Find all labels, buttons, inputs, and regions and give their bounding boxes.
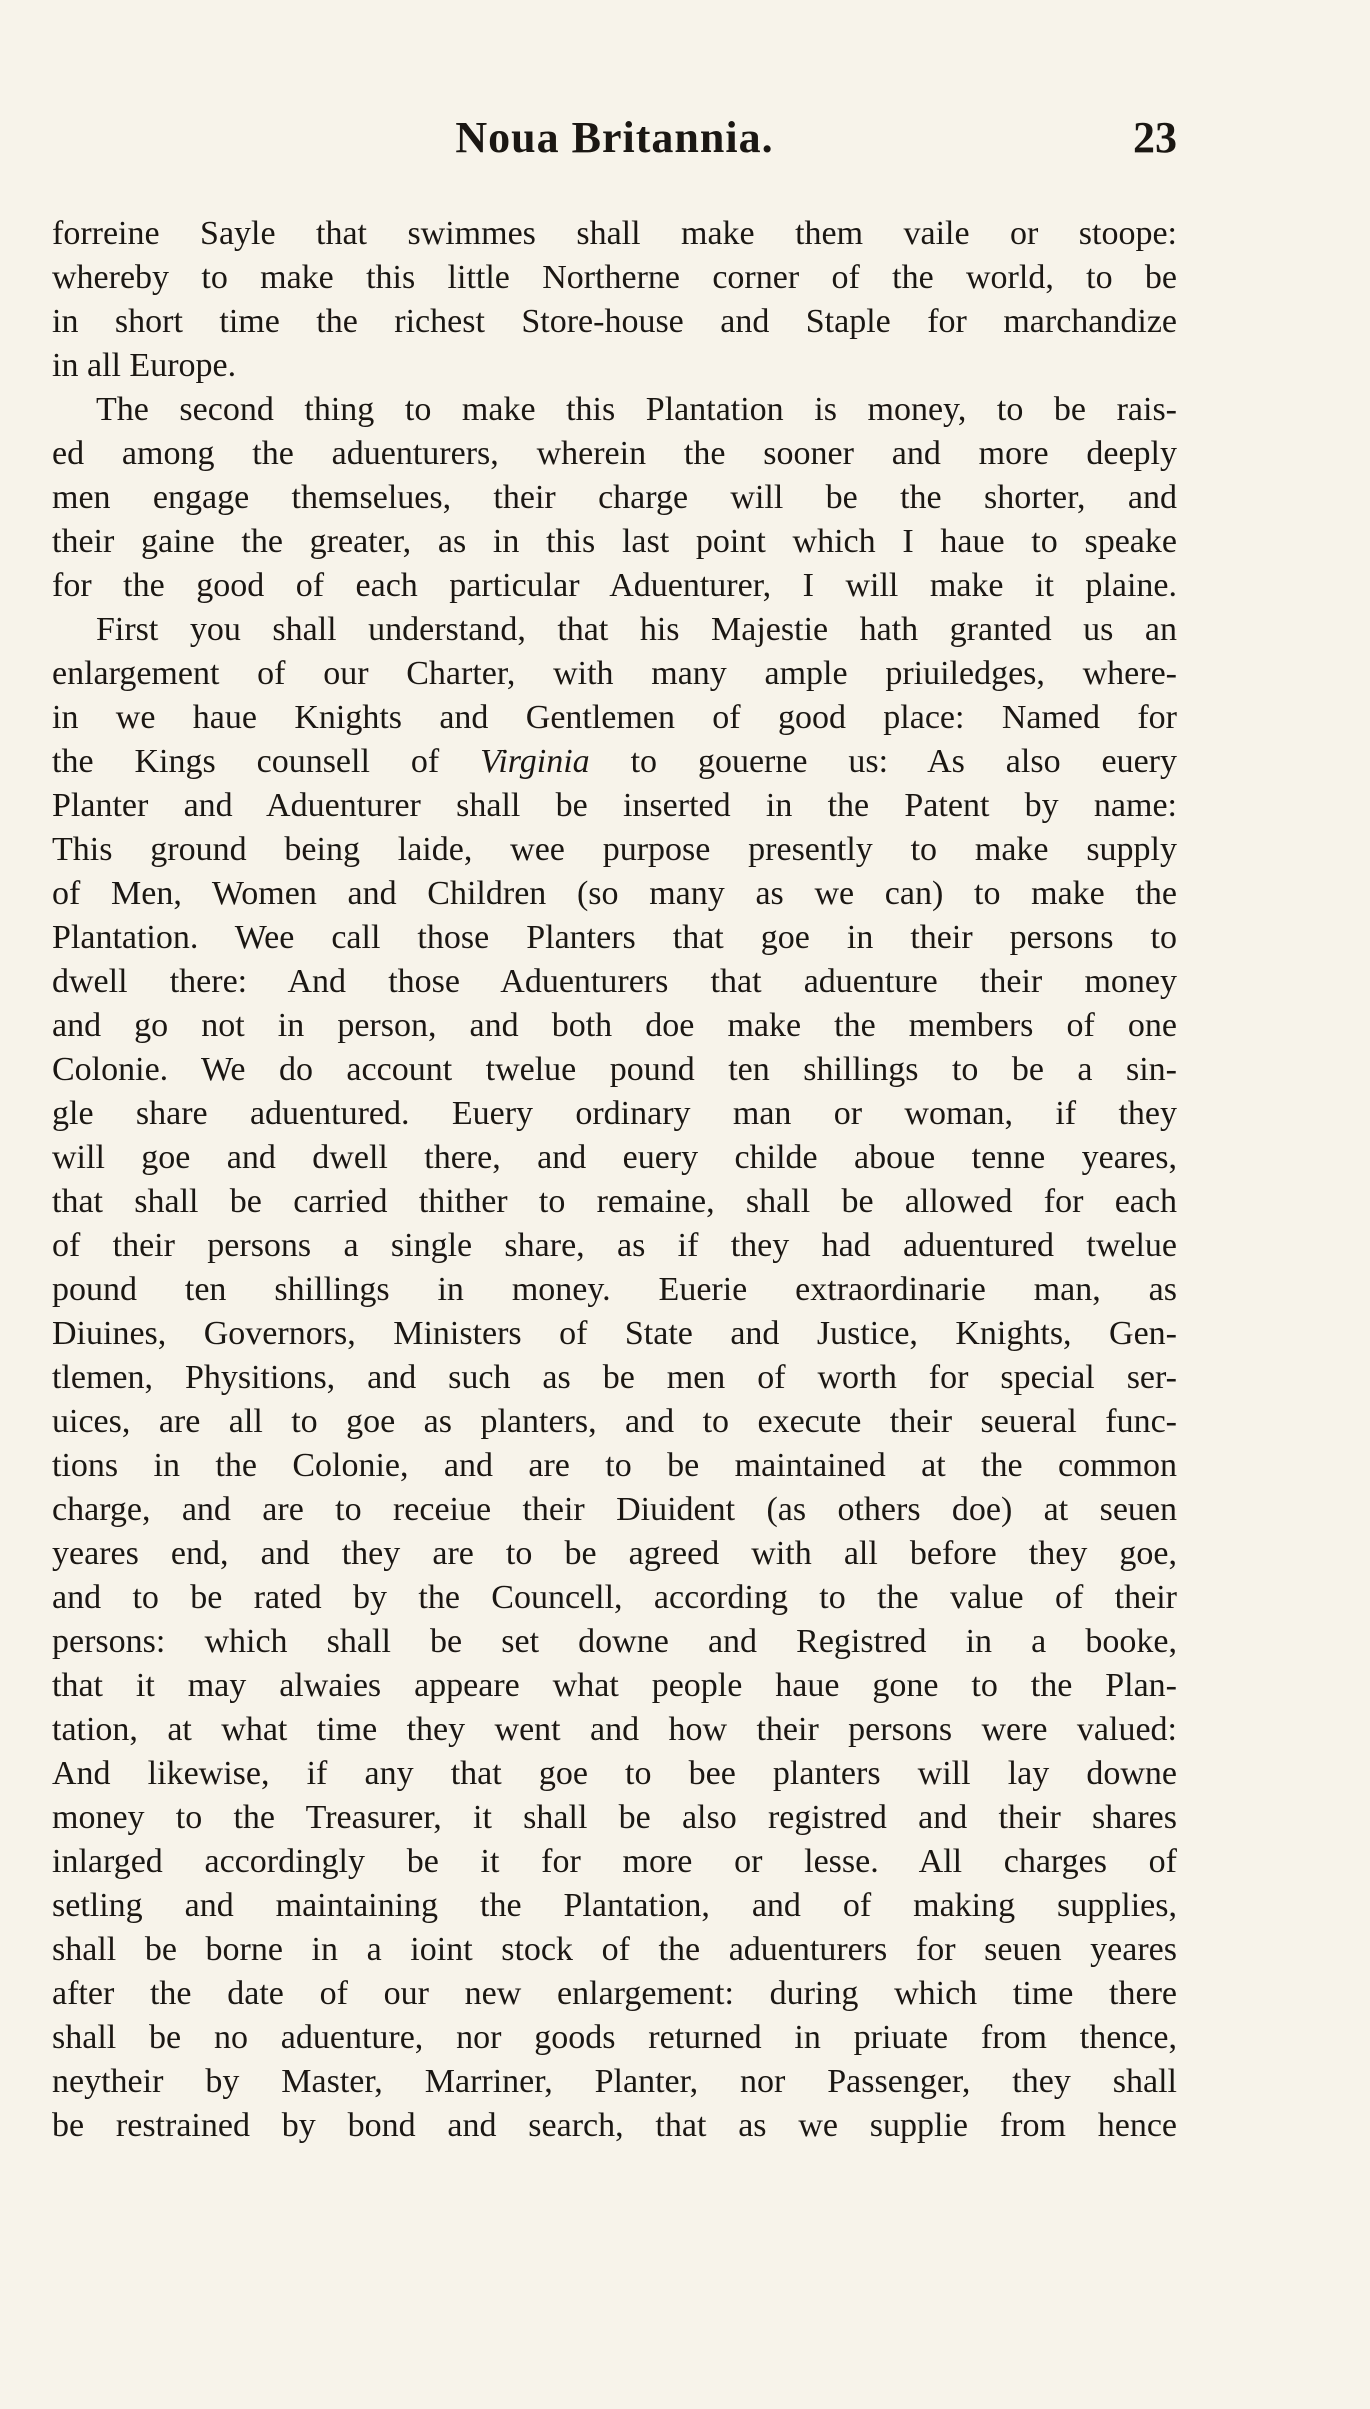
paragraph-start-line: The second thing to make this Plantation is money, to be rais- — [96, 391, 1177, 428]
text-line: in short time the richest Store-house and Staple for marchandize — [52, 303, 1177, 340]
text-line: Plantation. Wee call those Planters that goe in their persons to — [52, 919, 1177, 956]
text-line: forreine Sayle that swimmes shall make them vaile or stoope: — [52, 215, 1177, 252]
text-line: and to be rated by the Councell, according to the value of their — [52, 1579, 1177, 1616]
text-line: in all Europe. — [52, 347, 237, 384]
text-line: of their persons a single share, as if they had aduentured twelue — [52, 1227, 1177, 1264]
text-line: tlemen, Physitions, and such as be men of worth for special ser- — [52, 1359, 1177, 1396]
text-line: ed among the aduenturers, wherein the sooner and more deeply — [52, 435, 1177, 472]
text-line: of Men, Women and Children (so many as we can) to make the — [52, 875, 1177, 912]
text-line: And likewise, if any that goe to bee planters will lay downe — [52, 1755, 1177, 1792]
text-line: their gaine the greater, as in this last point which I haue to speake — [52, 523, 1177, 560]
text-line: Planter and Aduenturer shall be inserted in the Patent by name: — [52, 787, 1177, 824]
running-head — [52, 112, 1177, 172]
page-title: Noua Britannia. — [455, 113, 774, 162]
text-line: that it may alwaies appeare what people haue gone to the Plan- — [52, 1667, 1177, 1704]
body-text — [52, 212, 1177, 2148]
text-line: tions in the Colonie, and are to be maintained at the common — [52, 1447, 1177, 1484]
text-line: whereby to make this little Northerne corner of the world, to be — [52, 259, 1177, 296]
text-line: inlarged accordingly be it for more or lesse. All charges of — [52, 1843, 1177, 1880]
text-line: shall be borne in a ioint stock of the aduenturers for seuen yeares — [52, 1931, 1177, 1968]
text-line: charge, and are to receiue their Diuident (as others doe) at seuen — [52, 1491, 1177, 1528]
text-line-with-italic — [52, 740, 1177, 784]
text-line: yeares end, and they are to be agreed with all before they goe, — [52, 1535, 1177, 1572]
text-line: persons: which shall be set downe and Registred in a booke, — [52, 1623, 1177, 1660]
text-line: gle share aduentured. Euery ordinary man or woman, if they — [52, 1095, 1177, 1132]
text-line: Diuines, Governors, Ministers of State and Justice, Knights, Gen- — [52, 1315, 1177, 1352]
text-segment: to gouerne us: As also euery — [589, 743, 1177, 780]
text-line: tation, at what time they went and how their persons were valued: — [52, 1711, 1177, 1748]
paragraph-start-line: First you shall understand, that his Majestie hath granted us an — [96, 611, 1177, 648]
italic-place-name: Virginia — [480, 743, 590, 780]
text-line: pound ten shillings in money. Euerie extraordinarie man, as — [52, 1271, 1177, 1308]
text-line: Colonie. We do account twelue pound ten shillings to be a sin- — [52, 1051, 1177, 1088]
text-line: setling and maintaining the Plantation, and of making supplies, — [52, 1887, 1177, 1924]
text-line: in we haue Knights and Gentlemen of good place: Named for — [52, 699, 1177, 736]
text-line: shall be no aduenture, nor goods returned in priuate from thence, — [52, 2019, 1177, 2056]
text-line: money to the Treasurer, it shall be also registred and their shares — [52, 1799, 1177, 1836]
text-line: men engage themselues, their charge will be the shorter, and — [52, 479, 1177, 516]
text-line: for the good of each particular Aduenturer, I will make it plaine. — [52, 567, 1177, 604]
text-line: be restrained by bond and search, that as we supplie from hence — [52, 2107, 1177, 2144]
text-line: uices, are all to goe as planters, and to execute their seueral func- — [52, 1403, 1177, 1440]
page-number: 23 — [1133, 113, 1177, 162]
text-line: enlargement of our Charter, with many ample priuiledges, where- — [52, 655, 1177, 692]
text-line: after the date of our new enlargement: during which time there — [52, 1975, 1177, 2012]
text-line: This ground being laide, wee purpose presently to make supply — [52, 831, 1177, 868]
text-line: neytheir by Master, Marriner, Planter, nor Passenger, they shall — [52, 2063, 1177, 2100]
text-line: dwell there: And those Aduenturers that aduenture their money — [52, 963, 1177, 1000]
text-line: and go not in person, and both doe make the members of one — [52, 1007, 1177, 1044]
text-segment: the Kings counsell of — [52, 743, 481, 780]
text-line: will goe and dwell there, and euery childe aboue tenne yeares, — [52, 1139, 1177, 1176]
text-line: that shall be carried thither to remaine, shall be allowed for each — [52, 1183, 1177, 1220]
